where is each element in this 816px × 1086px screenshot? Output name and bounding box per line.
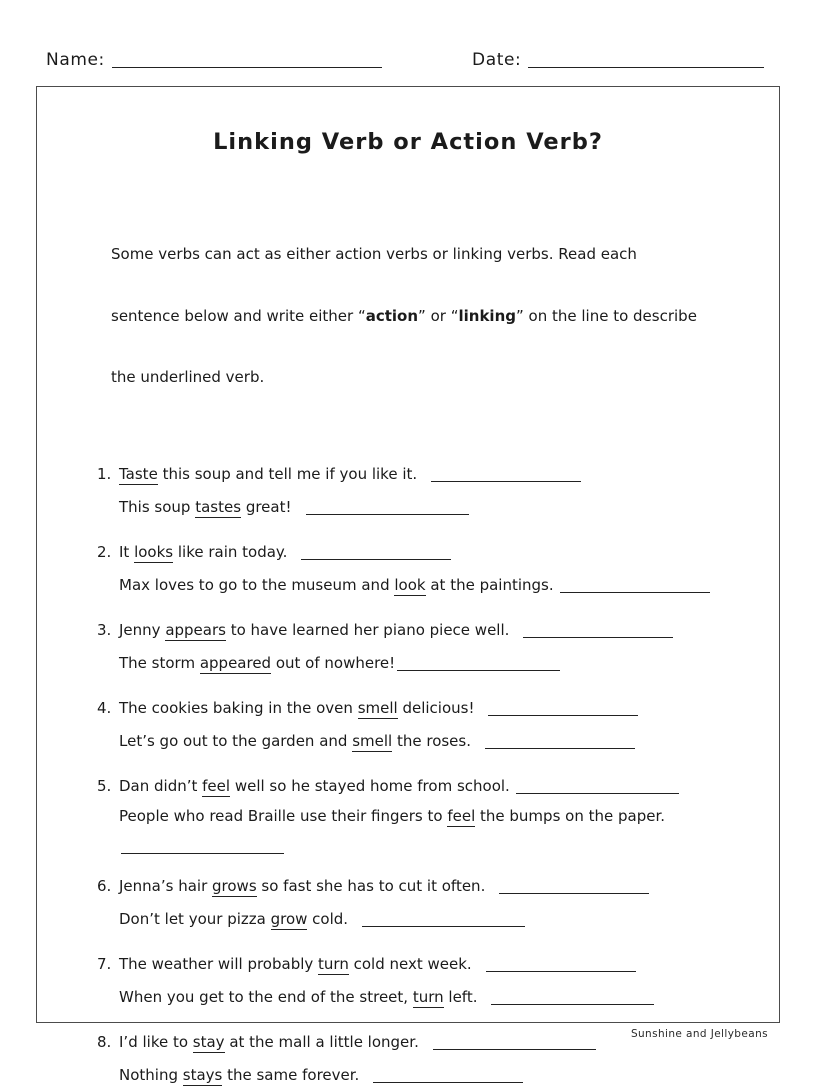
sentence-post: out of nowhere! xyxy=(271,653,396,672)
sentence-text xyxy=(119,465,581,483)
question-item-7 xyxy=(97,953,779,1008)
question-item-6 xyxy=(97,875,779,930)
instructions-line-2 xyxy=(111,306,779,327)
answer-blank[interactable] xyxy=(485,735,635,749)
sentence-text xyxy=(119,576,710,594)
sentence-text xyxy=(119,1033,596,1051)
instructions-line2-mid: ” or “ xyxy=(418,306,459,325)
underlined-verb: turn xyxy=(318,954,349,973)
sentence-pre: It xyxy=(119,542,135,561)
sentence-text xyxy=(119,699,638,717)
underlined-verb: stays xyxy=(182,1065,223,1084)
sentence-pre: This soup xyxy=(119,497,196,516)
item-number: 1. xyxy=(97,464,112,483)
sentence-pre: The cookies baking in the oven xyxy=(119,698,358,717)
question-list xyxy=(97,463,779,1086)
sentence-post: cold. xyxy=(307,909,349,928)
name-label: Name: xyxy=(46,50,105,70)
sentence-text xyxy=(119,543,451,561)
sentence-post: at the paintings. xyxy=(425,575,554,594)
sentence-line xyxy=(97,1064,779,1086)
question-item-5 xyxy=(97,775,779,857)
sentence-pre: People who read Braille use their fingers to xyxy=(119,806,448,825)
sentence-pre: The storm xyxy=(119,653,200,672)
sentence-post: delicious! xyxy=(397,698,475,717)
sentence-text xyxy=(119,621,673,639)
answer-blank[interactable] xyxy=(433,1036,596,1050)
sentence-line xyxy=(97,730,779,752)
sentence-post: at the mall a little longer. xyxy=(224,1032,419,1051)
sentence-line xyxy=(97,875,779,897)
date-blank-line[interactable] xyxy=(528,54,764,68)
wrapped-blank-line xyxy=(97,835,779,857)
underlined-verb: feel xyxy=(202,776,231,795)
instructions-line-3: the underlined verb. xyxy=(111,368,265,386)
sentence-post: the roses. xyxy=(392,731,471,750)
sentence-post: the bumps on the paper. xyxy=(475,806,666,825)
underlined-verb: feel xyxy=(447,806,476,825)
sentence-text xyxy=(119,955,636,973)
underlined-verb: turn xyxy=(412,987,444,1006)
sentence-text xyxy=(119,807,665,827)
underlined-verb: appears xyxy=(165,620,226,639)
sentence-text xyxy=(119,654,560,672)
underlined-verb: smell xyxy=(352,731,393,750)
sentence-text xyxy=(119,1066,523,1084)
question-item-1 xyxy=(97,463,779,518)
sentence-pre: Don’t let your pizza xyxy=(119,909,271,928)
sentence-text xyxy=(119,498,469,516)
sentence-post: so fast she has to cut it often. xyxy=(256,876,486,895)
sentence-text xyxy=(119,877,649,895)
sentence-text xyxy=(119,777,679,795)
item-number: 5. xyxy=(97,776,112,795)
sentence-text xyxy=(119,988,654,1006)
sentence-line xyxy=(97,463,779,485)
sentence-pre: Jenny xyxy=(119,620,166,639)
answer-blank[interactable] xyxy=(488,702,638,716)
question-item-4 xyxy=(97,697,779,752)
question-item-2 xyxy=(97,541,779,596)
underlined-verb: Taste xyxy=(119,464,158,483)
instructions-bold-linking: linking xyxy=(458,306,516,325)
answer-blank[interactable] xyxy=(121,840,284,854)
sentence-pre: The weather will probably xyxy=(119,954,319,973)
underlined-verb: look xyxy=(394,575,426,594)
item-number: 6. xyxy=(97,876,112,895)
footer-credit: Sunshine and Jellybeans xyxy=(630,1028,768,1040)
sentence-post: this soup and tell me if you like it. xyxy=(157,464,418,483)
item-number: 2. xyxy=(97,542,112,561)
sentence-line xyxy=(97,908,779,930)
sentence-post: well so he stayed home from school. xyxy=(230,776,510,795)
question-item-3 xyxy=(97,619,779,674)
instructions xyxy=(111,203,779,429)
underlined-verb: stay xyxy=(192,1032,225,1051)
answer-blank[interactable] xyxy=(486,958,636,972)
sentence-post: like rain today. xyxy=(173,542,288,561)
sentence-line xyxy=(97,541,779,563)
sentence-post: left. xyxy=(443,987,478,1006)
sentence-post: to have learned her piano piece well. xyxy=(225,620,510,639)
page-title: Linking Verb or Action Verb? xyxy=(213,129,603,155)
sentence-post: great! xyxy=(241,497,292,516)
sentence-post: cold next week. xyxy=(348,954,472,973)
date-label: Date: xyxy=(472,50,522,70)
answer-blank[interactable] xyxy=(431,468,581,482)
answer-blank[interactable] xyxy=(516,780,679,794)
sentence-line xyxy=(97,574,779,596)
sentence-pre: Dan didn’t xyxy=(119,776,203,795)
sentence-pre: Jenna’s hair xyxy=(119,876,213,895)
sentence-pre: When you get to the end of the street, xyxy=(119,987,413,1006)
answer-blank[interactable] xyxy=(491,991,654,1005)
sentence-pre: I’d like to xyxy=(119,1032,193,1051)
answer-blank[interactable] xyxy=(560,579,710,593)
instructions-line2-post: ” on the line to describe xyxy=(515,306,697,325)
sentence-line xyxy=(97,652,779,674)
sentence-line xyxy=(97,805,779,827)
answer-blank[interactable] xyxy=(301,546,451,560)
instructions-line-1: Some verbs can act as either action verbs or linking verbs. Read each xyxy=(111,245,637,263)
date-field xyxy=(472,50,764,70)
answer-blank[interactable] xyxy=(306,501,469,515)
answer-blank[interactable] xyxy=(397,657,560,671)
answer-blank[interactable] xyxy=(523,624,673,638)
sentence-line xyxy=(97,953,779,975)
sentence-line xyxy=(97,986,779,1008)
item-number: 4. xyxy=(97,698,112,717)
instructions-line2-pre: sentence below and write either “ xyxy=(111,306,366,325)
name-blank-line[interactable] xyxy=(112,54,382,68)
sentence-pre: Nothing xyxy=(119,1065,183,1084)
sentence-line xyxy=(97,619,779,641)
sentence-post: the same forever. xyxy=(222,1065,360,1084)
underlined-verb: smell xyxy=(357,698,398,717)
sentence-line xyxy=(97,697,779,719)
sentence-line xyxy=(97,496,779,518)
underlined-verb: grow xyxy=(270,909,308,928)
sentence-text xyxy=(119,837,284,855)
sentence-line xyxy=(97,775,779,797)
underlined-verb: grows xyxy=(212,876,257,895)
sentence-text xyxy=(119,732,635,750)
answer-blank[interactable] xyxy=(373,1069,523,1083)
answer-blank[interactable] xyxy=(362,913,525,927)
sentence-pre: Max loves to go to the museum and xyxy=(119,575,395,594)
item-number: 3. xyxy=(97,620,112,639)
underlined-verb: appeared xyxy=(199,653,272,672)
instructions-bold-action: action xyxy=(365,306,419,325)
sentence-text xyxy=(119,910,525,928)
item-number: 7. xyxy=(97,954,112,973)
item-number: 8. xyxy=(97,1032,112,1051)
underlined-verb: looks xyxy=(134,542,174,561)
sentence-pre: Let’s go out to the garden and xyxy=(119,731,353,750)
underlined-verb: tastes xyxy=(195,497,242,516)
name-field xyxy=(46,50,382,70)
answer-blank[interactable] xyxy=(499,880,649,894)
